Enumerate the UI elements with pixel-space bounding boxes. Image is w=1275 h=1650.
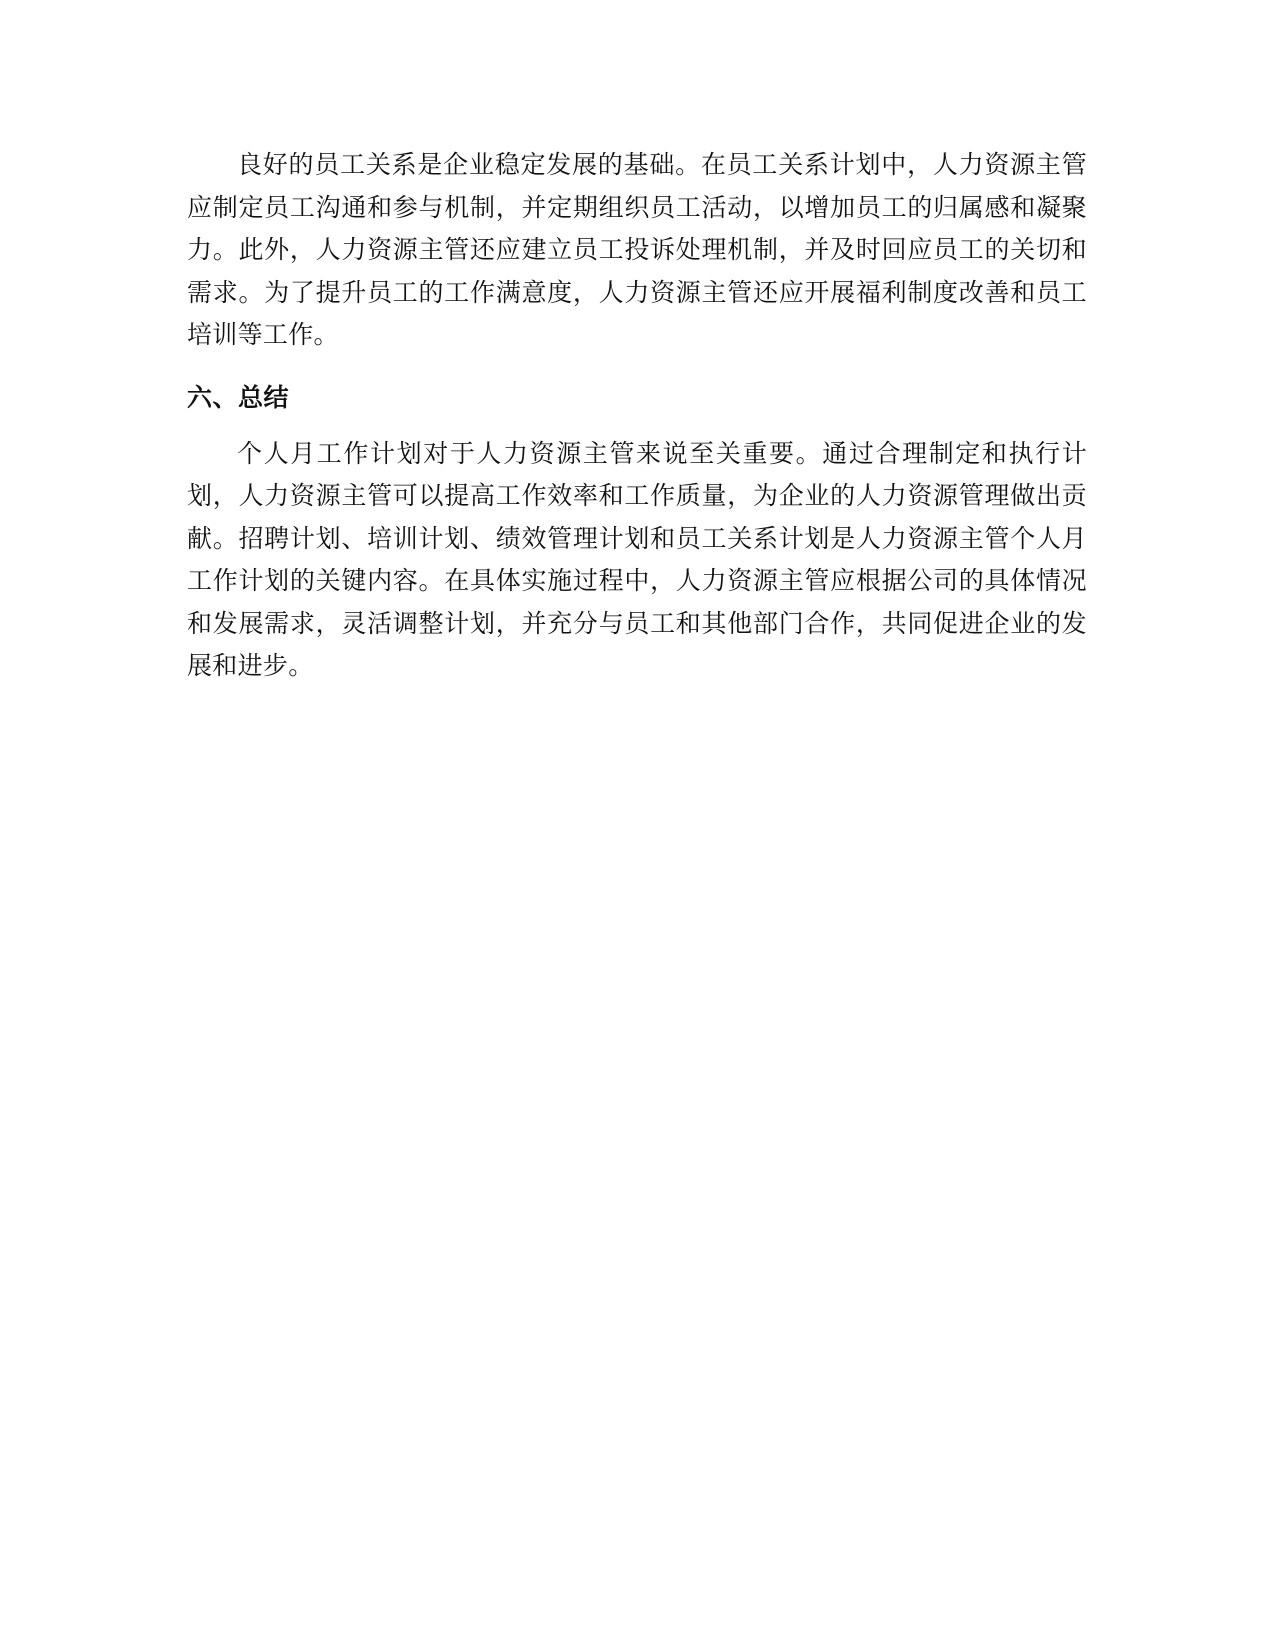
section-heading-summary: 六、总结 xyxy=(187,382,290,412)
summary-paragraph: 个人月工作计划对于人力资源主管来说至关重要。通过合理制定和执行计划，人力资源主管可以提高工作效率和工作质量，为企业的人力资源管理做出贡献。招聘计划、培训计划、绩效管理计划和员工关系计划是人力资源主管个人月工作计划的关键内容。在具体实施过程中，人力资源主管应根据公司的具体情况和发展需求，灵活调整计划，并充分与员工和其他部门合作，共同促进企业的发展和进步。 xyxy=(187,438,1087,680)
document-body xyxy=(187,144,1087,688)
employee-relations-paragraph: 良好的员工关系是企业稳定发展的基础。在员工关系计划中，人力资源主管应制定员工沟通和参与机制，并定期组织员工活动，以增加员工的归属感和凝聚力。此外，人力资源主管还应建立员工投诉处理机制，并及时回应员工的关切和需求。为了提升员工的工作满意度，人力资源主管还应开展福利制度改善和员工培训等工作。 xyxy=(187,150,1087,349)
